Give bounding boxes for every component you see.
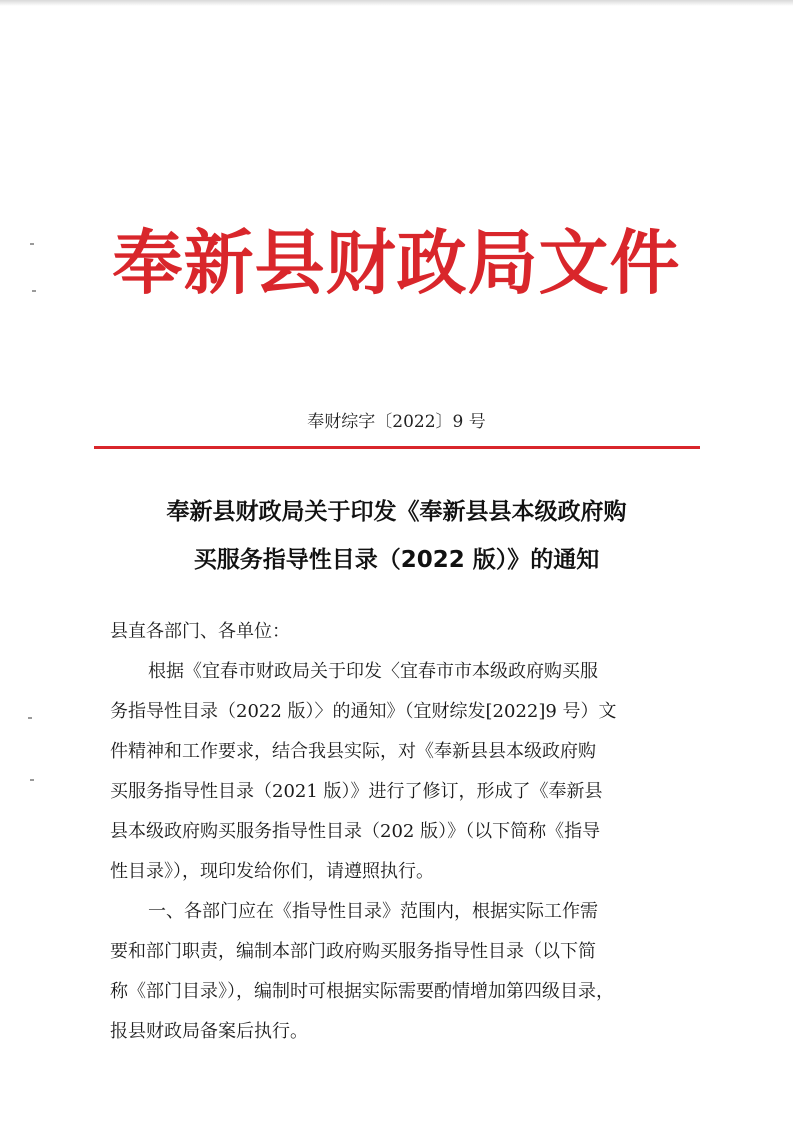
salutation: 县直各部门、各单位： [110, 621, 290, 642]
body-line: 买服务指导性目录（2021 版）》进行了修订，形成了《奉新县 [110, 781, 603, 802]
document-title [60, 488, 733, 584]
body-line: 件精神和工作要求，结合我县实际，对《奉新县县本级政府购 [110, 741, 596, 762]
body-line: 称《部门目录》），编制时可根据实际需要酌情增加第四级目录， [110, 981, 614, 1002]
red-separator-line [94, 446, 700, 449]
agency-masthead: 奉新县财政局文件 [112, 222, 681, 304]
title-line-2: 买服务指导性目录（2022 版）》的通知 [193, 547, 600, 573]
body-line: 根据《宜春市财政局关于印发〈宜春市市本级政府购买服 [148, 661, 598, 682]
document-number: 奉财综字〔2022〕9 号 [307, 412, 486, 432]
title-line-1: 奉新县财政局关于印发《奉新县县本级政府购 [166, 499, 627, 525]
document-body [110, 612, 695, 1052]
body-line: 性目录》），现印发给你们，请遵照执行。 [110, 861, 434, 882]
scan-speck [28, 717, 32, 719]
body-line: 要和部门职责，编制本部门政府购买服务指导性目录（以下简 [110, 941, 596, 962]
scan-speck [30, 779, 34, 781]
scan-edge [0, 0, 793, 6]
body-line: 报县财政局备案后执行。 [110, 1021, 308, 1042]
body-line: 县本级政府购买服务指导性目录（202 版）》（以下简称《指导 [110, 821, 601, 842]
scan-speck [32, 290, 36, 292]
body-line: 务指导性目录（2022 版）〉的通知》（宜财综发[2022]9 号）文 [110, 701, 617, 722]
body-line: 一、各部门应在《指导性目录》范围内，根据实际工作需 [148, 901, 598, 922]
scan-speck [30, 243, 34, 245]
